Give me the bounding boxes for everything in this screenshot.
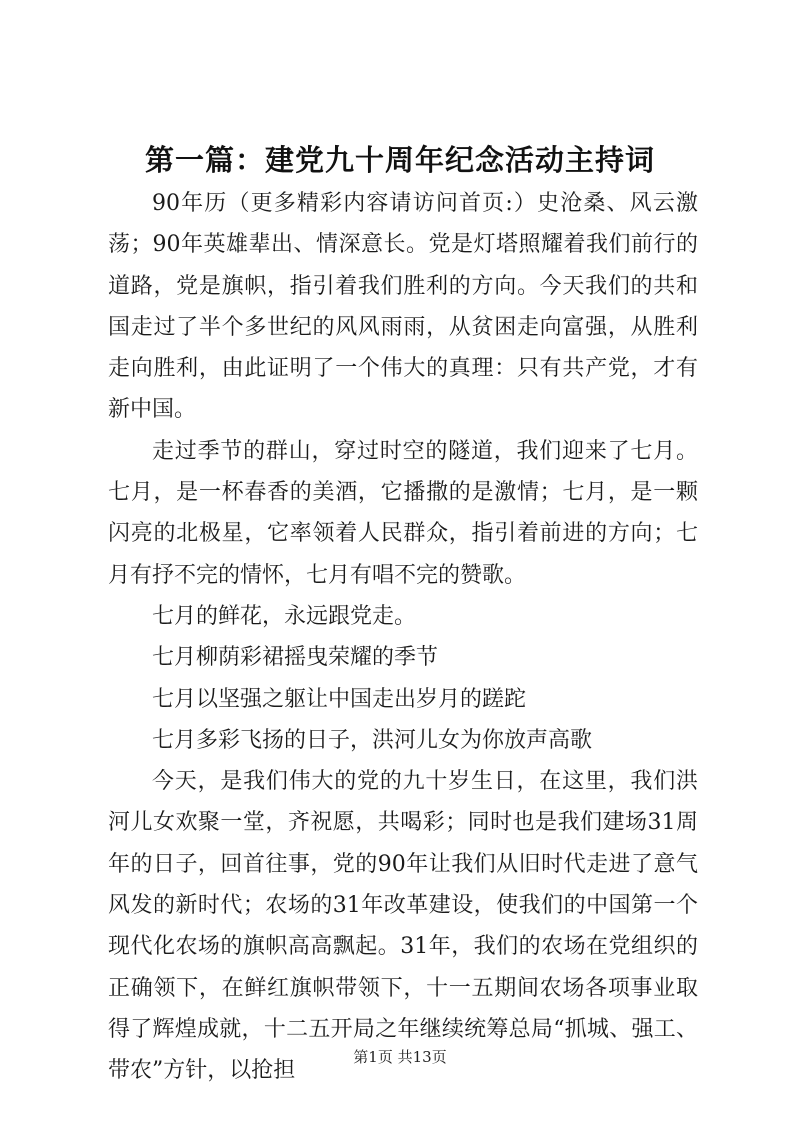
paragraph: 七月多彩飞扬的日子，洪河儿女为你放声高歌 — [152, 727, 593, 753]
paragraph: 90年历（更多精彩内容请访问首页:）史沧桑、风云激荡；90年英雄辈出、情深意长。党是灯塔照耀着我们前行的道路，党是旗帜，指引着我们胜利的方向。今天我们的共和国走过了半个多世纪的风风雨雨，从贫困走向富强，从胜利走向胜利，由此证明了一个伟大的真理：只有共产党，才有新中国。 — [108, 191, 698, 423]
document-title: 第一篇：建党九十周年纪念活动主持词 — [144, 143, 655, 177]
page-footer: 第1页 共13页 — [353, 1048, 447, 1066]
paragraph: 今天，是我们伟大的党的九十岁生日，在这里，我们洪河儿女欢聚一堂，齐祝愿，共喝彩；同时也是我们建场31周年的日子，回首往事，党的90年让我们从旧时代走进了意气风发的新时代；农场的31年改革建设，使我们的中国第一个现代化农场的旗帜高高飘起。31年，我们的农场在党组织的正确领下，在鲜红旗帜带领下，十一五期间农场各项事业取得了辉煌成就，十二五开局之年继续统筹总局“抓城、强工、带农”方针，以抢担 — [108, 769, 698, 1084]
document-body — [108, 183, 698, 1092]
paragraph: 七月以坚强之躯让中国走出岁月的蹉跎 — [152, 686, 527, 712]
paragraph: 七月的鲜花，永远跟党走。 — [152, 603, 417, 629]
paragraph: 走过季节的群山，穿过时空的隧道，我们迎来了七月。七月，是一杯春香的美酒，它播撒的是激情；七月，是一颗闪亮的北极星，它率领着人民群众，指引着前进的方向；七月有抒不完的情怀，七月有唱不完的赞歌。 — [108, 438, 698, 588]
paragraph: 七月柳荫彩裙摇曳荣耀的季节 — [152, 645, 439, 671]
